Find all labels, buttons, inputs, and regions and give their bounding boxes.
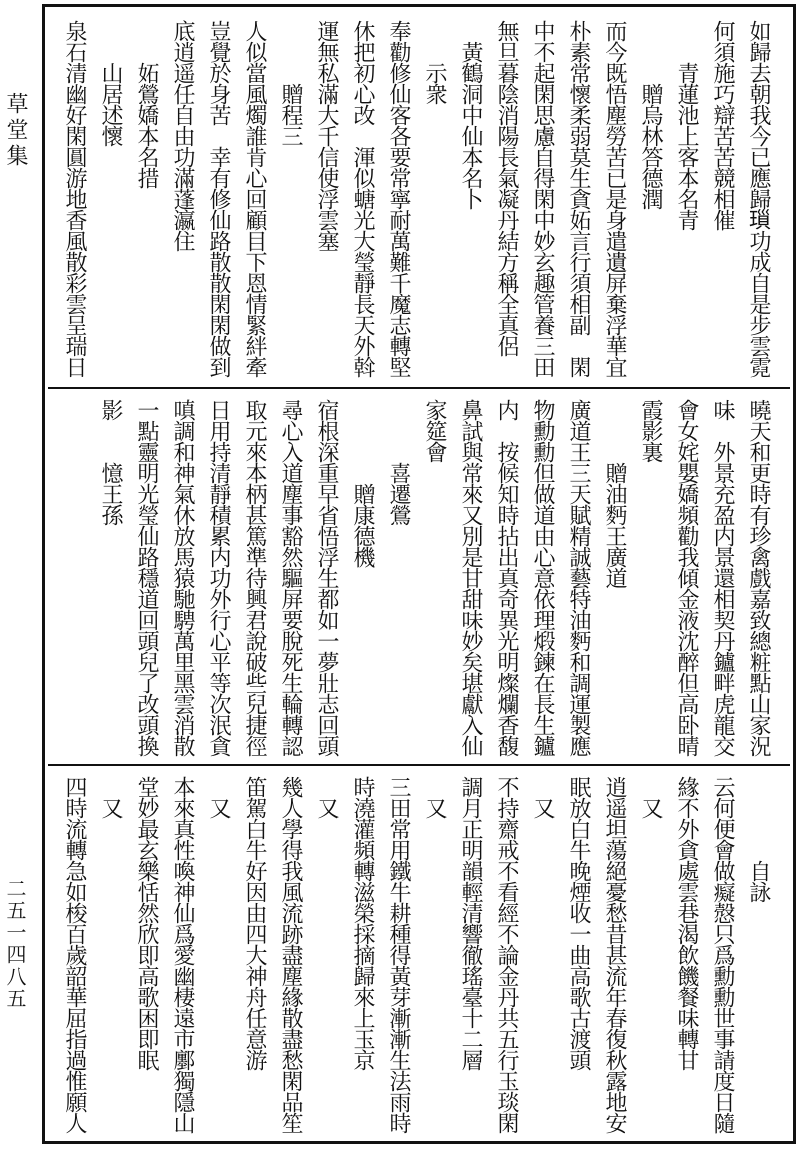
page-number: 二五一四八五 xyxy=(3,878,27,1010)
text-column: 三田常用鐵牛耕種得黃芽漸漸生法雨時 xyxy=(386,776,411,1133)
text-column: 味 外景充盈内景還相契丹鑪畔虎龍交 xyxy=(710,399,735,756)
text-column: 一點靈明光瑩仙路穩道回頭兒了改頭換 xyxy=(134,399,159,756)
text-column: 何須施巧辯苦苦競相催 xyxy=(710,20,735,230)
page-frame xyxy=(42,4,796,1144)
text-column: 内 按候知時拈出真奇異光明燦爛香馥 xyxy=(494,399,519,756)
text-column: 贈烏林答德潤 xyxy=(638,20,663,209)
book-title: 草堂集 xyxy=(3,92,28,170)
text-column: 贈程三 xyxy=(278,20,303,146)
text-column: 幾人學得我風流跡盡塵緣散盡愁閑品笙 xyxy=(278,776,303,1133)
text-column: 尋心入道塵事豁然驅屏要脫死生輪轉認 xyxy=(278,399,303,756)
text-column: 贈康德機 xyxy=(350,399,375,567)
text-column: 云何便會做癡慤只爲勳勳世事請度日隨 xyxy=(710,776,735,1133)
text-column: 不持齋戒不看經不論金丹共五行玉琰閑 xyxy=(494,776,519,1133)
text-columns xyxy=(92,399,776,756)
text-column: 豈覺於身苦 幸有修仙路散散閑閑做到 xyxy=(206,20,231,377)
text-column: 中不起閑思慮自得閑中妙玄趣管養三田 xyxy=(530,20,555,377)
panel-top xyxy=(48,10,790,380)
text-column: 青蓮池上客本名青 xyxy=(674,20,699,230)
text-column: 贈油麪王廣道 xyxy=(602,399,627,588)
text-column: 無旦暮陰消陽長氣凝丹結方稱全真侶 xyxy=(494,20,519,356)
text-column: 日用持清靜積累内功外行心平等次泯貪 xyxy=(206,399,231,756)
text-column: 又 xyxy=(98,776,123,818)
text-column: 泉石清幽好閑圓游地香風散彩雲呈瑞日 xyxy=(62,20,87,377)
text-column: 堂妙最玄樂恬然欣即高歌困即眠 xyxy=(134,776,159,1070)
text-column: 曉天和更時有珍禽戲嘉致總粧點山家況 xyxy=(746,399,771,756)
panel-middle xyxy=(48,387,790,759)
text-column: 緣不外貪處雲巷渴飲饑餐味轉甘 xyxy=(674,776,699,1070)
text-column: 又 xyxy=(206,776,231,818)
text-column: 山居述懷 xyxy=(98,20,123,146)
text-column: 又 xyxy=(422,776,447,818)
text-column: 笛駕白牛好因由四大神舟任意游 xyxy=(242,776,267,1070)
panel-bottom xyxy=(48,764,790,1141)
text-column: 妬鶯嬌本名措 xyxy=(134,20,159,188)
text-column: 黃鶴洞中仙本名卜 xyxy=(458,20,483,209)
text-column: 家筵會 xyxy=(422,399,447,462)
text-column: 調月正明韻輕清響徹瑤臺十二層 xyxy=(458,776,483,1070)
text-column: 喜遷鶯 xyxy=(386,399,411,525)
text-column: 人似當風燭誰肯心回顧目下恩情緊絆牽 xyxy=(242,20,267,377)
text-columns xyxy=(56,776,776,1133)
text-column: 本來真性喚神仙爲愛幽棲遠市鄽獨隱山 xyxy=(170,776,195,1133)
text-column: 廣道王三天賦精誠藝特油麪和調運製應 xyxy=(566,399,591,756)
text-column: 朴素常懷柔弱莫生貪妬言行須相副 閑 xyxy=(566,20,591,377)
text-column: 嗔調和神氣休放馬猿馳騁萬里黑雲消散 xyxy=(170,399,195,756)
text-column: 鼻試與常來又別是甘甜味妙矣堪獻入仙 xyxy=(458,399,483,756)
text-column: 四時流轉急如梭百歲韶華屈指過惟願人 xyxy=(62,776,87,1133)
text-column: 休把初心改 渾似螗光大瑩靜長天外斡 xyxy=(350,20,375,377)
text-column: 眠放白牛晚煙收一曲高歌古渡頭 xyxy=(566,776,591,1070)
text-column: 奉勸修仙客各要常寧耐萬難千魔志轉堅 xyxy=(386,20,411,377)
text-column: 而今既悟塵勞苦已是身遣遺屏棄浮華宜 xyxy=(602,20,627,377)
text-column: 又 xyxy=(314,776,339,818)
text-column: 底逍遥任自由功滿蓬瀛住 xyxy=(170,20,195,251)
text-column: 會女姹嬰嬌頻勸我傾金液沈醉但高卧晴 xyxy=(674,399,699,756)
text-column: 自詠 xyxy=(746,776,771,902)
text-column: 時澆灌頻轉滋榮採摘歸來上玉京 xyxy=(350,776,375,1070)
text-column: 又 xyxy=(638,776,663,818)
text-column: 宿根深重早省悟浮生都如一夢壯志回頭 xyxy=(314,399,339,756)
text-columns xyxy=(56,20,776,377)
text-column: 如歸去朝我今已應歸𤨏功成自是步雲霓 xyxy=(746,20,771,377)
text-column: 影 憶王孫 xyxy=(98,399,123,525)
text-column: 霞影裏 xyxy=(638,399,663,462)
text-column: 取元來本柄甚篤準待興君說破些兒捷徑 xyxy=(242,399,267,756)
text-column: 示衆 xyxy=(422,20,447,104)
text-column: 物勳勳但做道由心意依理煅鍊在長生鑪 xyxy=(530,399,555,756)
text-column: 運無私滿大千信使浮雲塞 xyxy=(314,20,339,251)
text-column: 逍遥坦蕩絕憂愁昔甚流年春復秋露地安 xyxy=(602,776,627,1133)
text-column: 又 xyxy=(530,776,555,818)
